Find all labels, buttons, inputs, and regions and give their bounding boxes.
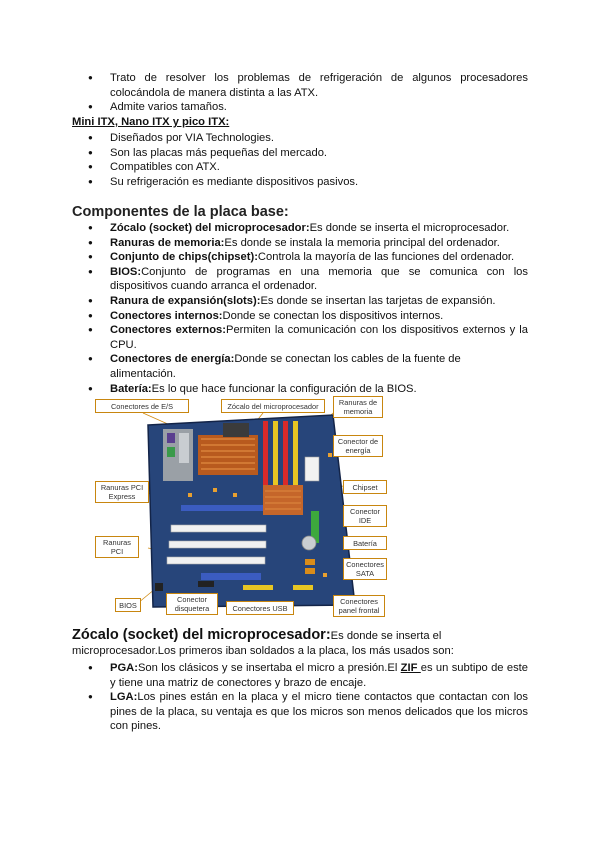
list-item: ● Ranuras de memoria:Es donde se instala la memoria principal del ordenador. bbox=[84, 236, 528, 251]
list-item: ● Su refrigeración es mediante dispositivos pasivos. bbox=[84, 175, 528, 190]
mini-itx-list bbox=[84, 131, 528, 189]
label-bios: BIOS bbox=[115, 598, 141, 612]
list-item: ● Trato de resolver los problemas de refrigeración de algunos procesadores colocándola de manera distinta a las ATX. bbox=[84, 71, 528, 100]
components-heading: Componentes de la placa base: bbox=[72, 204, 289, 220]
label-chipset: Chipset bbox=[343, 480, 387, 494]
mini-itx-title: Mini ITX, Nano ITX y pico ITX: bbox=[72, 116, 230, 128]
list-item: ● Conectores internos:Donde se conectan los dispositivos internos. bbox=[84, 309, 528, 324]
motherboard-illustration bbox=[93, 393, 508, 621]
components-list bbox=[84, 221, 528, 396]
list-item: ● Conectores de energía:Donde se conectan los cables de la fuente de alimentación. bbox=[84, 352, 528, 381]
atx-list bbox=[84, 71, 528, 115]
label-sata: Conectores SATA bbox=[343, 558, 387, 580]
list-item: ● BIOS:Conjunto de programas en una memoria que se comunica con los dispositivos cuando arranca el ordenador. bbox=[84, 265, 528, 294]
list-item: ● LGA:Los pines están en la placa y el micro tiene contactos que contactan con los pines de la placa, su ventaja es que los micros son menos delicados que los micros con pines. bbox=[84, 690, 528, 734]
zif-term: ZIF bbox=[400, 662, 421, 674]
list-item: ● Compatibles con ATX. bbox=[84, 160, 528, 175]
list-item: ● Ranura de expansión(slots):Es donde se insertan las tarjetas de expansión. bbox=[84, 294, 528, 309]
label-usb: Conectores USB bbox=[226, 601, 294, 615]
list-item: ● Conjunto de chips(chipset):Controla la mayoría de las funciones del ordenador. bbox=[84, 250, 528, 265]
list-item: ● Batería:Es lo que hace funcionar la configuración de la BIOS. bbox=[84, 382, 528, 397]
label-power-connector: Conector de energía bbox=[333, 435, 383, 457]
list-item: ● Son las placas más pequeñas del mercado. bbox=[84, 146, 528, 161]
label-memory-slots: Ranuras de memoria bbox=[333, 396, 383, 418]
label-battery: Batería bbox=[343, 536, 387, 550]
label-pci-slots: Ranuras PCI bbox=[95, 536, 139, 558]
list-item: ● Admite varios tamaños. bbox=[84, 100, 528, 115]
label-ide-connector: Conector IDE bbox=[343, 505, 387, 527]
label-floppy: Conector disquetera bbox=[166, 593, 218, 615]
label-io-connectors: Conectores de E/S bbox=[95, 399, 189, 413]
label-pci-express: Ranuras PCI Express bbox=[95, 481, 149, 503]
list-item: ● Zócalo (socket) del microprocesador:Es donde se inserta el microprocesador. bbox=[84, 221, 528, 236]
list-item: ● Conectores externos:Permiten la comunicación con los dispositivos externos y la CPU. bbox=[84, 323, 528, 352]
socket-types-list bbox=[84, 661, 528, 734]
list-item: ● Diseñados por VIA Technologies. bbox=[84, 131, 528, 146]
label-front-panel: Conectores panel frontal bbox=[333, 595, 385, 617]
list-item: ● PGA:Son los clásicos y se insertaba el micro a presión.El ZIF es un subtipo de este y tiene una matriz de conectores y brazo de encaje. bbox=[84, 661, 528, 690]
socket-paragraph: Zócalo (socket) del microprocesador:Es donde se inserta el microprocesador.Los primeros iban soldados a la placa, los más usados son: bbox=[72, 627, 454, 657]
motherboard-figure bbox=[93, 393, 508, 621]
label-socket: Zócalo del microprocesador bbox=[221, 399, 325, 413]
